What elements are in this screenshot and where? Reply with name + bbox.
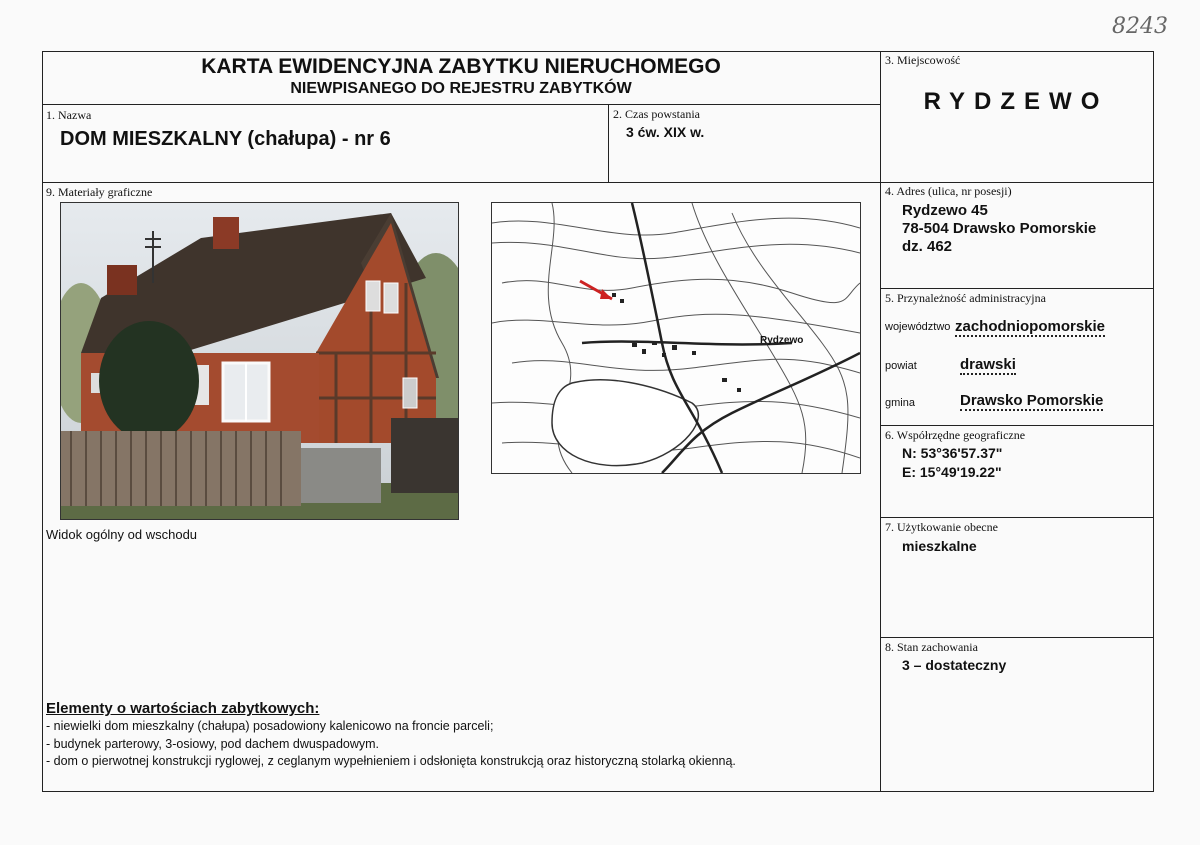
coords-label: 6. Współrzędne geograficzne [885,428,1026,442]
address-label: 4. Adres (ulica, nr posesji) [885,184,1012,198]
divider-coords [880,517,1154,518]
condition-value: 3 – dostateczny [902,657,1007,673]
elements-item-3: - dom o pierwotnej konstrukcji ryglowej, z ceglanym wypełnieniem i odsłonięta konstrukcją oraz historyczną stolarką okienną. [46,754,736,768]
wojewodztwo-value: zachodniopomorskie [955,318,1106,335]
house-photo [60,202,459,520]
address-line-2: 78-504 Drawsko Pomorskie [902,220,1097,237]
wojewodztwo-label: województwo [885,321,951,333]
gmina-value: Drawsko Pomorskie [960,392,1104,409]
place-label: 3. Miejscowość [885,53,961,67]
divider-name [42,182,880,183]
admin-label: 5. Przynależność administracyjna [885,291,1046,305]
usage-label: 7. Użytkowanie obecne [885,520,998,534]
powiat-value: drawski [960,356,1016,373]
photo-caption: Widok ogólny od wschodu [46,527,198,542]
name-label: 1. Nazwa [46,108,92,122]
address-line-1: Rydzewo 45 [902,202,988,219]
elements-heading: Elementy o wartościach zabytkowych: [46,700,320,717]
object-name: DOM MIESZKALNY (chałupa) - nr 6 [60,128,391,150]
divider-name-date [608,104,609,182]
divider-address [880,288,1154,289]
divider-place [880,182,1154,183]
condition-label: 8. Stan zachowania [885,640,978,654]
gmina-label: gmina [885,397,915,409]
archive-number: 8243 [1112,14,1168,39]
map-place-label: Rydzewo [760,335,804,346]
usage-value: mieszkalne [902,538,977,554]
divider-usage [880,637,1154,638]
place-value: RYDZEWO [923,88,1109,115]
powiat-label: powiat [885,360,917,372]
coords-east: E: 15°49'19.22" [902,464,1002,480]
elements-item-2: - budynek parterowy, 3-osiowy, pod dachem dwuspadowym. [46,737,380,751]
card-title: KARTA EWIDENCYJNA ZABYTKU NIERUCHOMEGO [201,55,721,78]
divider-admin [880,425,1154,426]
column-divider [880,51,881,792]
coords-north: N: 53°36'57.37" [902,445,1003,461]
date-label: 2. Czas powstania [613,107,700,121]
location-map [491,202,861,474]
card-subtitle: NIEWPISANEGO DO REJESTRU ZABYTKÓW [290,80,632,97]
date-value: 3 ćw. XIX w. [626,124,705,140]
divider-title [42,104,880,105]
graphics-label: 9. Materiały graficzne [46,185,153,199]
address-line-3: dz. 462 [902,238,953,255]
elements-item-1: - niewielki dom mieszkalny (chałupa) posadowiony kalenicowo na froncie parceli; [46,719,494,733]
